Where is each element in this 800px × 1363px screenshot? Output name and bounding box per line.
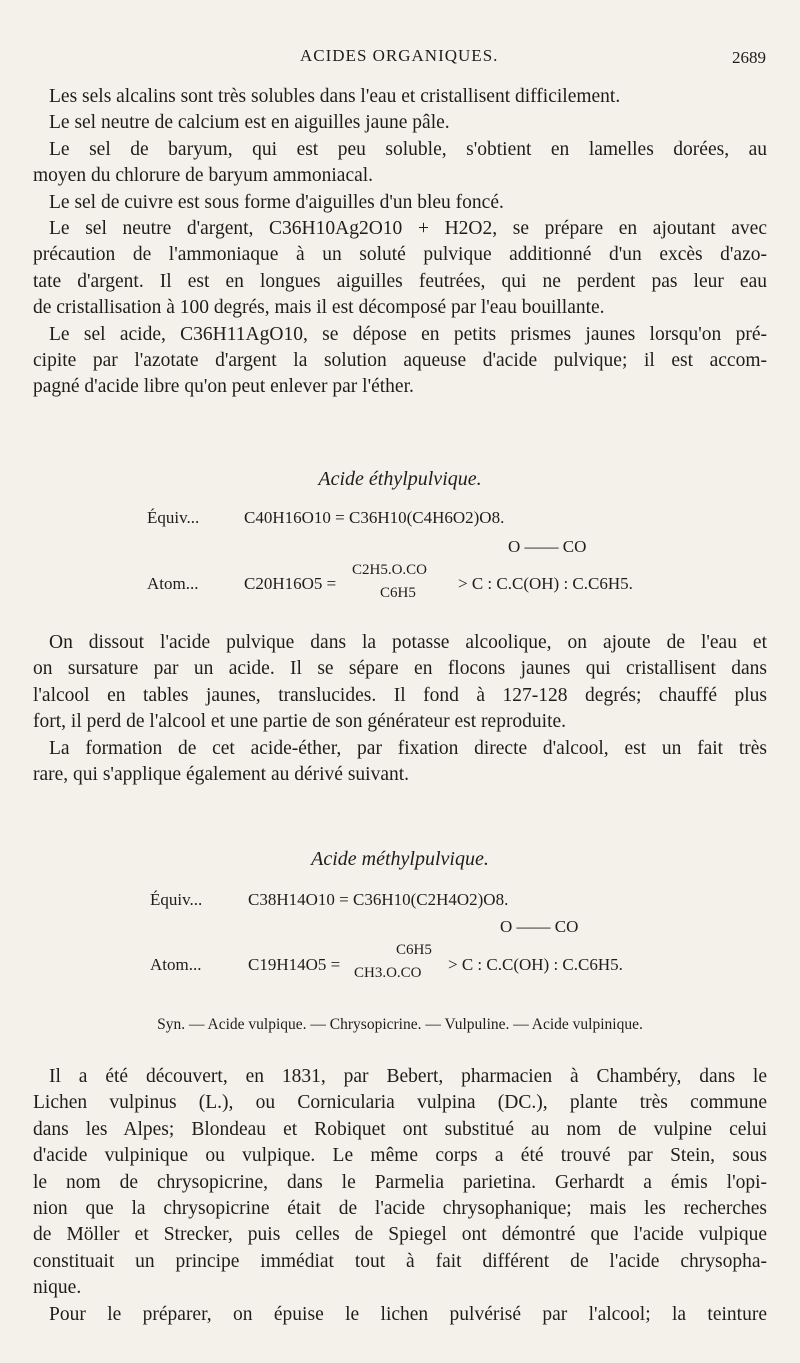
text-line: Le sel de cuivre est sous forme d'aiguilles d'un bleu foncé. [49, 191, 504, 213]
text-line: tate d'argent. Il est en longues aiguilles feutrées, qui ne perdent pas leur eau [33, 270, 767, 292]
text-line: On dissout l'acide pulvique dans la potasse alcoolique, on ajoute de l'eau et [49, 632, 767, 653]
text-line: de cristallisation à 100 degrés, mais il est décomposé par l'eau bouillante. [33, 297, 605, 319]
heading-methylpulvic-acid: Acide méthylpulvique. [311, 848, 489, 870]
text-line: cipite par l'azotate d'argent la solution aqueuse d'acide pulvique; il est accom- [33, 349, 767, 371]
paragraph-preparation [33, 630, 767, 788]
formula-equiv: C40H16O10 = C36H10(C4H6O2)O8. [244, 508, 505, 527]
text-line: le nom de chrysopicrine, dans le Parmelia parietina. Gerhardt a émis l'opi- [33, 1171, 767, 1193]
formula2-atom-left: C19H14O5 = [248, 955, 341, 974]
formula-atom-upper: C2H5.O.CO [352, 562, 428, 578]
page-number: 2689 [732, 48, 766, 67]
text-line: dans les Alpes; Blondeau et Robiquet ont substitué au nom de vulpine celui [33, 1118, 767, 1140]
text-line: Pour le préparer, on épuise le lichen pulvérisé par l'alcool; la teinture [49, 1303, 767, 1325]
formula-equiv-label: Équiv... [147, 508, 200, 527]
formula2-equiv-label: Équiv... [150, 890, 203, 909]
text-line: Le sel de baryum, qui est peu soluble, s'obtient en lamelles dorées, au [49, 138, 767, 160]
text-line: Lichen vulpinus (L.), ou Cornicularia vulpina (DC.), plante très commune [33, 1092, 767, 1114]
formula-atom-right: > C : C.C(OH) : C.C6H5. [458, 574, 633, 593]
text-line: La formation de cet acide-éther, par fixation directe d'alcool, est un fait très [49, 737, 767, 759]
formula-top: O —— CO [508, 537, 587, 556]
paragraph-salts [33, 84, 767, 401]
formula-atom-left: C20H16O5 = [244, 574, 337, 593]
text-line: nion que la chrysopicrine était de l'acide chrysophanique; mais les recherches [33, 1197, 767, 1219]
text-line: moyen du chlorure de baryum ammoniacal. [33, 165, 374, 187]
text-line: l'alcool en tables jaunes, translucides. Il fond à 127-128 degrés; chauffé plus [33, 684, 767, 706]
text-line: Le sel acide, C36H11AgO10, se dépose en petits prismes jaunes lorsqu'on pré- [49, 323, 767, 345]
text-line: de Möller et Strecker, puis celles de Spiegel ont démontré que l'acide vulpique [33, 1224, 767, 1246]
text-line: constituait un principe immédiat tout à fait différent de l'acide chrysopha- [33, 1250, 767, 1272]
running-header [0, 46, 800, 72]
synonyms-line: Syn. — Acide vulpique. — Chrysopicrine. — Vulpuline. — Acide vulpinique. [157, 1016, 643, 1033]
heading-ethylpulvic-acid: Acide éthylpulvique. [318, 468, 482, 490]
formula-atom-label: Atom... [147, 574, 199, 593]
text-line: on sursature par un acide. Il se sépare en flocons jaunes qui cristallisent dans [33, 658, 767, 680]
text-line: Les sels alcalins sont très solubles dans l'eau et cristallisent difficilement. [49, 86, 621, 107]
text-line: rare, qui s'applique également au dérivé suivant. [33, 763, 410, 785]
text-line: nique. [33, 1277, 82, 1299]
text-line: d'acide vulpinique ou vulpique. Le même corps a été trouvé par Stein, sous [33, 1145, 767, 1167]
paragraph-history [33, 1064, 767, 1328]
running-title: ACIDES ORGANIQUES. [300, 46, 499, 65]
text-line: pagné d'acide libre qu'on peut enlever par l'éther. [33, 376, 414, 398]
formula-atom-lower: C6H5 [380, 585, 416, 601]
text-line: Le sel neutre de calcium est en aiguilles jaune pâle. [49, 112, 450, 134]
formula2-atom-right: > C : C.C(OH) : C.C6H5. [448, 955, 623, 974]
formula2-atom-label: Atom... [150, 955, 202, 974]
formula2-top: O —— CO [500, 917, 579, 936]
formula2-atom-lower: CH3.O.CO [354, 965, 422, 981]
formula2-equiv: C38H14O10 = C36H10(C2H4O2)O8. [248, 890, 509, 909]
formula2-atom-upper: C6H5 [396, 942, 432, 958]
text-line: Il a été découvert, en 1831, par Bebert, pharmacien à Chambéry, dans le [49, 1066, 767, 1087]
text-line: Le sel neutre d'argent, C36H10Ag2O10 + H2O2, se prépare en ajoutant avec [49, 217, 767, 239]
text-line: précaution de l'ammoniaque à un soluté pulvique additionné d'un excès d'azo- [33, 244, 767, 266]
text-line: fort, il perd de l'alcool et une partie de son générateur est reproduite. [33, 711, 567, 733]
